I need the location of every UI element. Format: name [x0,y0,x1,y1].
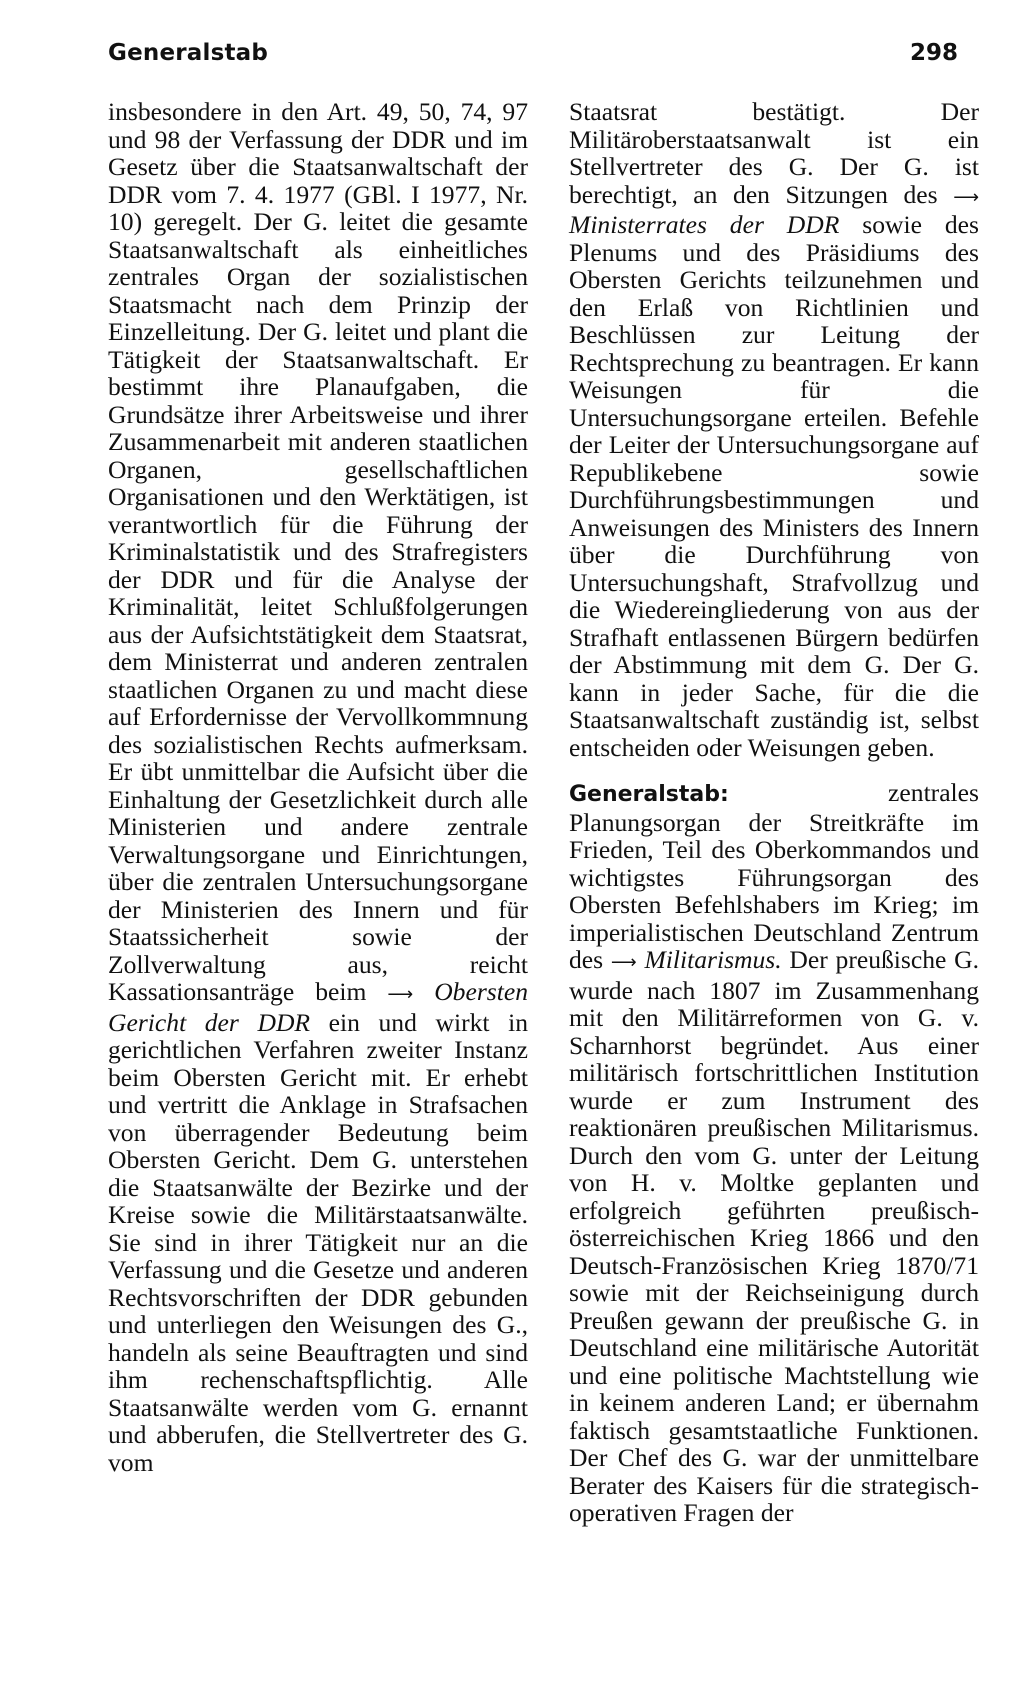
right-column [569,98,979,1527]
running-head-title: Generalstab [108,40,269,66]
cross-reference-arrow-icon: ⟶ [610,952,637,973]
cross-reference-militarismus: Militarismus. [644,945,782,974]
continued-entry-paragraph-end [569,98,979,761]
left-text-part-2: ein und wirkt in gerichtlichen Verfahren zweiter Instanz beim Obersten Gericht mit. Er erhebt und vertritt die Anklage in Strafsachen von überragender Bedeutung beim Obersten Gericht. Dem G. unterstehen die Staatsanwälte der Bezirke und der Kreise sowie die Militärstaatsanwälte. Sie sind in ihrer Tätigkeit nur an die Verfassung und die Gesetze und anderen Rechtsvorschriften der DDR gebunden und unterliegen den Weisungen des G., handeln als seine Beauftragten und sind ihm rechenschaftspflichtig. Alle Staatsanwälte werden vom G. ernannt und abberufen, die Stellvertreter des G. vom [108,1007,528,1477]
entry-text-part-2: Der preußische G. wurde nach 1807 im Zusammenhang mit den Militärreformen von G. v. Scharnhorst begründet. Aus einer militärisch fortschrittlichen Institution wurde er zum Instrument des reaktionären preußischen Militarismus. Durch den vom G. unter der Leitung von H. v. Moltke geplanten und erfolgreich geführten preußisch-österreichischen Krieg 1866 und den Deutsch-Französischen Krieg 1870/71 sowie mit der Reichseinigung durch Preußen gewann der preußische G. in Deutschland eine militärische Autorität und eine politische Machtstellung wie in keinem anderen Land; er übernahm faktisch gesamtstaatliche Funktionen. Der Chef des G. war der unmittelbare Berater des Kaisers für die strategisch-operativen Fragen der [569,945,980,1527]
right-text-part-1: Staatsrat bestätigt. Der Militäroberstaatsanwalt ist ein Stellvertreter des G. Der G. ist berechtigt, an den Sitzungen des [569,97,979,209]
entry-text-part-1: zentrales Planungsorgan der Streitkräfte im Frieden, Teil des Oberkommandos und wichtigstes Führungsorgan des Obersten Befehlshabers im Krieg; im imperialistischen Deutschland Zentrum des [569,778,979,974]
cross-reference-obersten-gericht: Obersten Gericht der DDR [108,977,529,1037]
entry-generalstab [569,779,979,1527]
right-text-part-2: sowie des Plenums und des Präsidiums des Obersten Gerichts teilzunehmen und den Erlaß von Richtlinien und Beschlüssen zur Leitung der Rechtsprechung zu beantragen. Er kann Weisungen für die Untersuchungsorgane erteilen. Befehle der Leiter der Untersuchungsorgane auf Republikebene sowie Durchführungsbestimmungen und Anweisungen des Ministers des Innern über die Durchführung von Untersuchungshaft, Strafvollzug und die Wiedereingliederung von aus der Strafhaft entlassenen Bürgern bedürfen der Abstimmung mit dem G. Der G. kann in jeder Sache, für die die Staatsanwaltschaft zuständig ist, selbst entscheiden oder Weisungen geben. [569,210,979,762]
cross-reference-arrow-icon: ⟶ [387,984,414,1005]
running-header [108,40,958,76]
cross-reference-ministerrat: Ministerrates der DDR [569,210,840,239]
entry-headword: Generalstab: [569,782,729,807]
continued-entry-paragraph [108,98,528,1476]
page-number: 298 [909,40,958,66]
left-text-part-1: insbesondere in den Art. 49, 50, 74, 97 und 98 der Verfassung der DDR und im Gesetz über die Staatsanwaltschaft der DDR vom 7. 4. 1977 (GBl. I 1977, Nr. 10) geregelt. Der G. leitet die gesamte Staatsanwaltschaft als einheitliches zentrales Organ der sozialistischen Staatsmacht nach dem Prinzip der Einzelleitung. Der G. leitet und plant die Tätigkeit der Staatsanwaltschaft. Er bestimmt ihre Planaufgaben, die Grundsätze ihrer Arbeitsweise und ihrer Zusammenarbeit mit anderen staatlichen Organen, gesellschaftlichen Organisationen und den Werktätigen, ist verantwortlich für die Führung der Kriminalstatistik und des Strafregisters der DDR und für die Analyse der Kriminalität, leitet Schlußfolgerungen aus der Aufsichtstätigkeit dem Staatsrat, dem Ministerrat und anderen zentralen staatlichen Organen zu und macht diese auf Erfordernisse der Vervollkommnung des sozialistischen Rechts aufmerksam. Er übt unmittelbar die Aufsicht über die Einhaltung der Gesetzlichkeit durch alle Ministerien und andere zentrale Verwaltungsorgane und Einrichtungen, über die zentralen Untersuchungsorgane der Ministerien des Innern und für Staatssicherheit sowie der Zollverwaltung aus, reicht Kassationsanträge beim [108,97,528,1006]
left-column [108,98,528,1476]
cross-reference-arrow-icon: ⟶ [953,186,979,208]
